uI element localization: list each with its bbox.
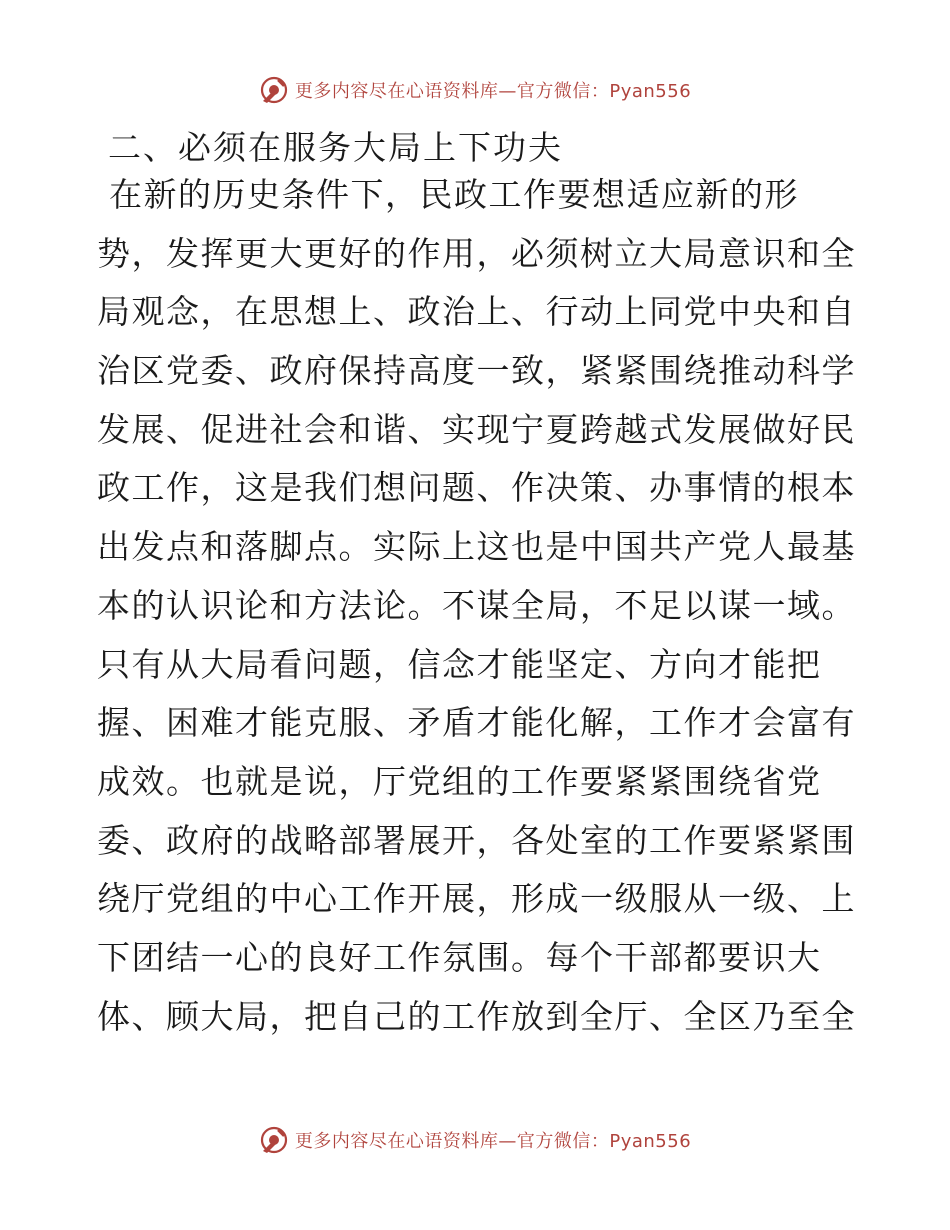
- paragraph-line: 下团结一心的良好工作氛围。每个干部都要识大: [97, 937, 822, 977]
- footer-banner: [0, 1120, 950, 1160]
- paragraph-line: 本的认识论和方法论。不谋全局，不足以谋一域。: [97, 585, 856, 625]
- pen-circle-logo-icon: [259, 1125, 289, 1155]
- paragraph-line: 局观念，在思想上、政治上、行动上同党中央和自: [97, 292, 856, 332]
- paragraph-line: 治区党委、政府保持高度一致，紧紧围绕推动科学: [97, 351, 856, 391]
- paragraph-line: 出发点和落脚点。实际上这也是中国共产党人最基: [97, 527, 856, 567]
- pen-circle-logo-icon: [259, 75, 289, 105]
- body-paragraph: [97, 166, 857, 1046]
- paragraph-line: 势，发挥更大更好的作用，必须树立大局意识和全: [97, 233, 856, 273]
- paragraph-line: 绕厅党组的中心工作开展，形成一级服从一级、上: [97, 879, 856, 919]
- header-banner-text: 更多内容尽在心语资料库—官方微信：Pyan556: [294, 81, 692, 102]
- paragraph-line: 握、困难才能克服、矛盾才能化解，工作才会富有: [97, 703, 856, 743]
- paragraph-line: 委、政府的战略部署展开，各处室的工作要紧紧围: [97, 820, 856, 860]
- paragraph-line: 成效。也就是说，厅党组的工作要紧紧围绕省党: [97, 761, 822, 801]
- paragraph-line: 发展、促进社会和谐、实现宁夏跨越式发展做好民: [97, 409, 856, 449]
- paragraph-line: 体、顾大局，把自己的工作放到全厅、全区乃至全: [97, 996, 856, 1036]
- header-banner: [0, 70, 950, 110]
- section-heading: 二、必须在服务大局上下功夫: [108, 128, 563, 167]
- paragraph-line: 在新的历史条件下，民政工作要想适应新的形: [109, 175, 799, 214]
- footer-banner-text: 更多内容尽在心语资料库—官方微信：Pyan556: [294, 1131, 692, 1152]
- paragraph-line: 只有从大局看问题，信念才能坚定、方向才能把: [97, 644, 822, 684]
- paragraph-line: 政工作，这是我们想问题、作决策、办事情的根本: [97, 468, 856, 508]
